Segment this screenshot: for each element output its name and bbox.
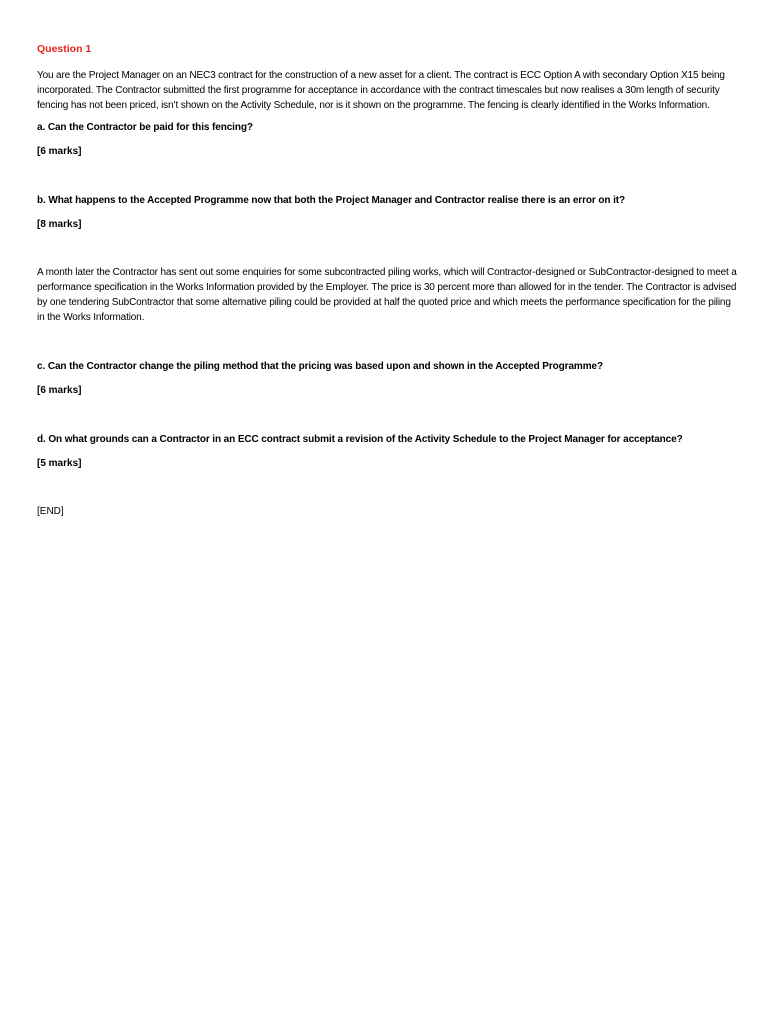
intro-paragraph: You are the Project Manager on an NEC3 contract for the construction of a new asset for a client. The contract is ECC Option A with secondary Option X15 being incorporated. The Contractor submitted the first programme for acceptance in accordance with the contract timescales but now realises a 30m length of security fencing has not been priced, isn’t shown on the Activity Schedule, nor is it shown on the programme. The fencing is clearly identified in the Works Information.: [37, 70, 725, 111]
question-c: c. Can the Contractor change the piling method that the pricing was based upon and shown in the Accepted Programme?: [37, 361, 603, 372]
marks-a: [6 marks]: [37, 146, 82, 157]
question-b: b. What happens to the Accepted Programme now that both the Project Manager and Contractor realise there is an error on it?: [37, 195, 625, 206]
question-a: a. Can the Contractor be paid for this fencing?: [37, 122, 253, 133]
document-page: [37, 42, 737, 519]
question-d: d. On what grounds can a Contractor in an ECC contract submit a revision of the Activity Schedule to the Project Manager for acceptance?: [37, 434, 683, 445]
scenario-paragraph: A month later the Contractor has sent out some enquiries for some subcontracted piling works, which will Contractor-designed or SubContractor-designed to meet a performance specification in the Works Information provided by the Employer. The price is 30 percent more than allowed for in the tender. The Contractor is advised by one tendering SubContractor that some alternative piling could be provided at half the quoted price and which meets the performance specification for the piling in the Works Information.: [37, 267, 737, 323]
end-marker: [END]: [37, 506, 64, 517]
marks-d: [5 marks]: [37, 458, 82, 469]
question-heading: Question 1: [37, 43, 92, 55]
marks-c: [6 marks]: [37, 385, 82, 396]
marks-b: [8 marks]: [37, 219, 82, 230]
